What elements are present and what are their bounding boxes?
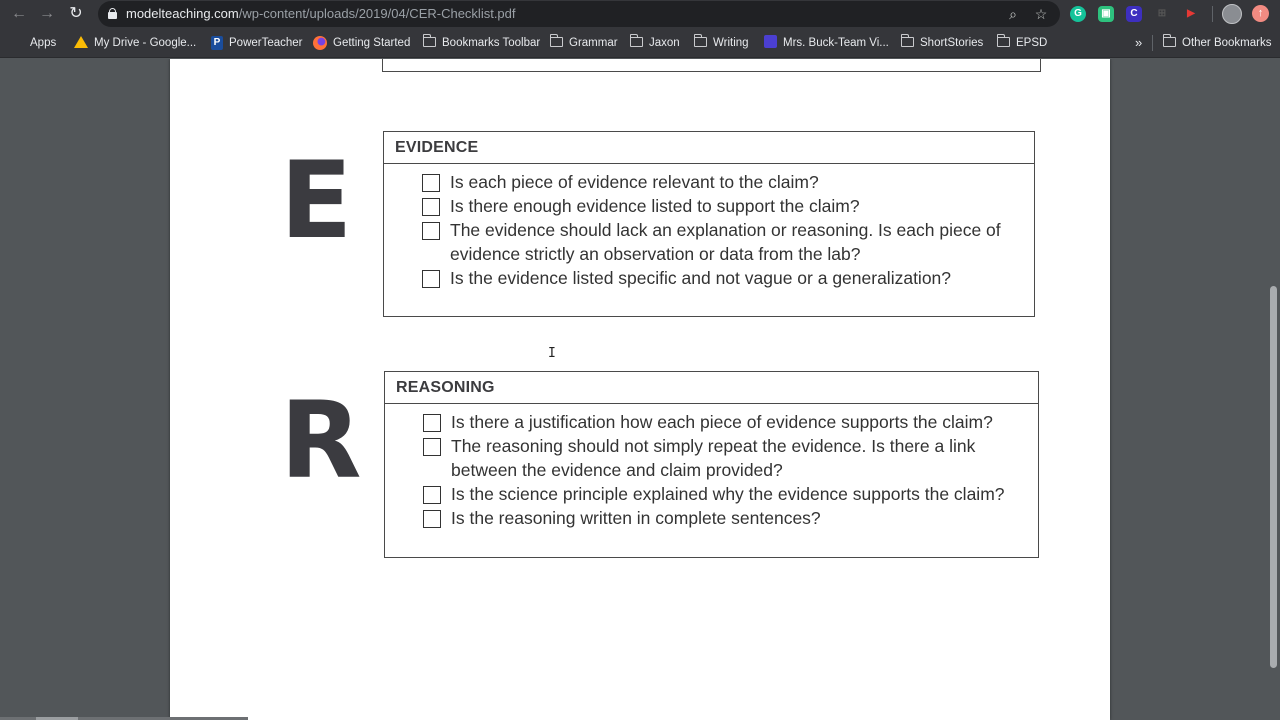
folder-icon	[1163, 37, 1176, 47]
bookmark-label: Grammar	[569, 37, 618, 49]
reasoning-letter: R	[280, 379, 362, 502]
bookmark-bookmarks-toolbar[interactable]	[423, 35, 540, 51]
item-text: Is the science principle explained why the evidence supports the claim?	[451, 484, 1005, 504]
browser-toolbar	[0, 0, 1280, 28]
bookmark-star-icon[interactable]: ☆	[1034, 6, 1048, 22]
zoom-icon[interactable]: ⌕	[1009, 6, 1017, 22]
bookmark-powerteacher[interactable]	[211, 35, 303, 51]
bookmarks-overflow-button[interactable]: »	[1135, 35, 1143, 50]
reasoning-title: REASONING	[385, 372, 1038, 404]
evidence-letter: E	[280, 139, 353, 262]
evidence-title: EVIDENCE	[384, 132, 1034, 164]
checkbox[interactable]	[422, 222, 440, 240]
profile-avatar[interactable]	[1222, 4, 1242, 24]
bookmark-label: ShortStories	[920, 37, 984, 49]
folder-icon	[423, 37, 436, 47]
pdf-page	[170, 59, 1110, 720]
apps-grid-icon	[12, 36, 24, 48]
checkbox[interactable]	[423, 438, 441, 456]
checkbox[interactable]	[423, 414, 441, 432]
google-drive-icon	[74, 36, 88, 48]
checkbox[interactable]	[423, 510, 441, 528]
checkbox[interactable]	[422, 198, 440, 216]
bookmark-other-bookmarks[interactable]	[1163, 35, 1271, 51]
url-text[interactable]	[126, 6, 516, 21]
screencastify-extension-icon[interactable]: ▣	[1098, 6, 1114, 22]
item-text: Is each piece of evidence relevant to the claim?	[450, 172, 819, 192]
bookmark-writing[interactable]	[694, 35, 749, 51]
claim-box-bottom	[382, 59, 1041, 72]
folder-icon	[630, 37, 643, 47]
bookmark-grammar[interactable]	[550, 35, 618, 51]
bookmark-label: Writing	[713, 37, 749, 49]
bookmark-label: Bookmarks Toolbar	[442, 37, 541, 49]
bookmarks-bar	[0, 28, 1280, 58]
bookmark-label: Other Bookmarks	[1182, 37, 1272, 49]
bookmark-label: Apps	[30, 37, 57, 49]
vertical-scrollbar[interactable]	[1270, 286, 1277, 668]
url-path: /wp-content/uploads/2019/04/CER-Checklist.pdf	[238, 6, 516, 21]
folder-icon	[694, 37, 707, 47]
item-text: Is there a justification how each piece of evidence supports the claim?	[451, 412, 993, 432]
pdf-viewer[interactable]	[0, 59, 1280, 720]
bookmark-getting-started[interactable]	[313, 35, 410, 51]
c-extension-icon[interactable]: C	[1126, 6, 1142, 22]
item-text-continued: evidence strictly an observation or data from the lab?	[450, 244, 861, 264]
reload-button[interactable]: ↻	[69, 5, 83, 22]
checkbox[interactable]	[422, 174, 440, 192]
site-icon	[764, 35, 777, 48]
bookmark-label: PowerTeacher	[229, 37, 303, 49]
bookmark-label: My Drive - Google...	[94, 37, 197, 49]
bookmark-epsd[interactable]	[997, 35, 1047, 51]
address-bar[interactable]	[98, 1, 1060, 27]
firefox-icon	[313, 36, 327, 50]
red-extension-icon[interactable]: ▶	[1187, 8, 1195, 19]
bookmark-apps[interactable]	[12, 35, 56, 51]
url-host: modelteaching.com	[126, 6, 239, 21]
checkbox[interactable]	[422, 270, 440, 288]
evidence-box	[383, 131, 1035, 317]
forward-button[interactable]: →	[39, 5, 55, 22]
toolbar-divider	[1212, 6, 1213, 22]
bookmark-label: Mrs. Buck-Team Vi...	[783, 37, 889, 49]
grammarly-extension-icon[interactable]: G	[1070, 6, 1086, 22]
bookmark-my-drive[interactable]	[74, 35, 196, 51]
powerteacher-icon: P	[211, 36, 223, 50]
grid-extension-icon[interactable]: ⊞	[1157, 8, 1167, 19]
checkbox[interactable]	[423, 486, 441, 504]
lock-icon	[108, 8, 117, 19]
bookmark-shortstories[interactable]	[901, 35, 983, 51]
reasoning-box	[384, 371, 1039, 558]
bookmark-label: Jaxon	[649, 37, 680, 49]
item-text-continued: between the evidence and claim provided?	[451, 460, 783, 480]
folder-icon	[901, 37, 914, 47]
bookmark-label: Getting Started	[333, 37, 411, 49]
item-text: The evidence should lack an explanation or reasoning. Is each piece of	[450, 220, 1001, 240]
item-text: Is the reasoning written in complete sentences?	[451, 508, 821, 528]
item-text: The reasoning should not simply repeat the evidence. Is there a link	[451, 436, 976, 456]
bookmark-mrs-buck[interactable]	[764, 35, 889, 51]
folder-icon	[997, 37, 1010, 47]
bookmarks-divider	[1152, 35, 1153, 51]
item-text: Is the evidence listed specific and not vague or a generalization?	[450, 268, 952, 288]
text-cursor-icon: I	[548, 346, 556, 361]
bookmark-label: EPSD	[1016, 37, 1048, 49]
bookmark-jaxon[interactable]	[630, 35, 680, 51]
folder-icon	[550, 37, 563, 47]
item-text: Is there enough evidence listed to support the claim?	[450, 196, 860, 216]
update-icon[interactable]: ↑	[1252, 5, 1269, 22]
back-button[interactable]: ←	[11, 5, 27, 22]
